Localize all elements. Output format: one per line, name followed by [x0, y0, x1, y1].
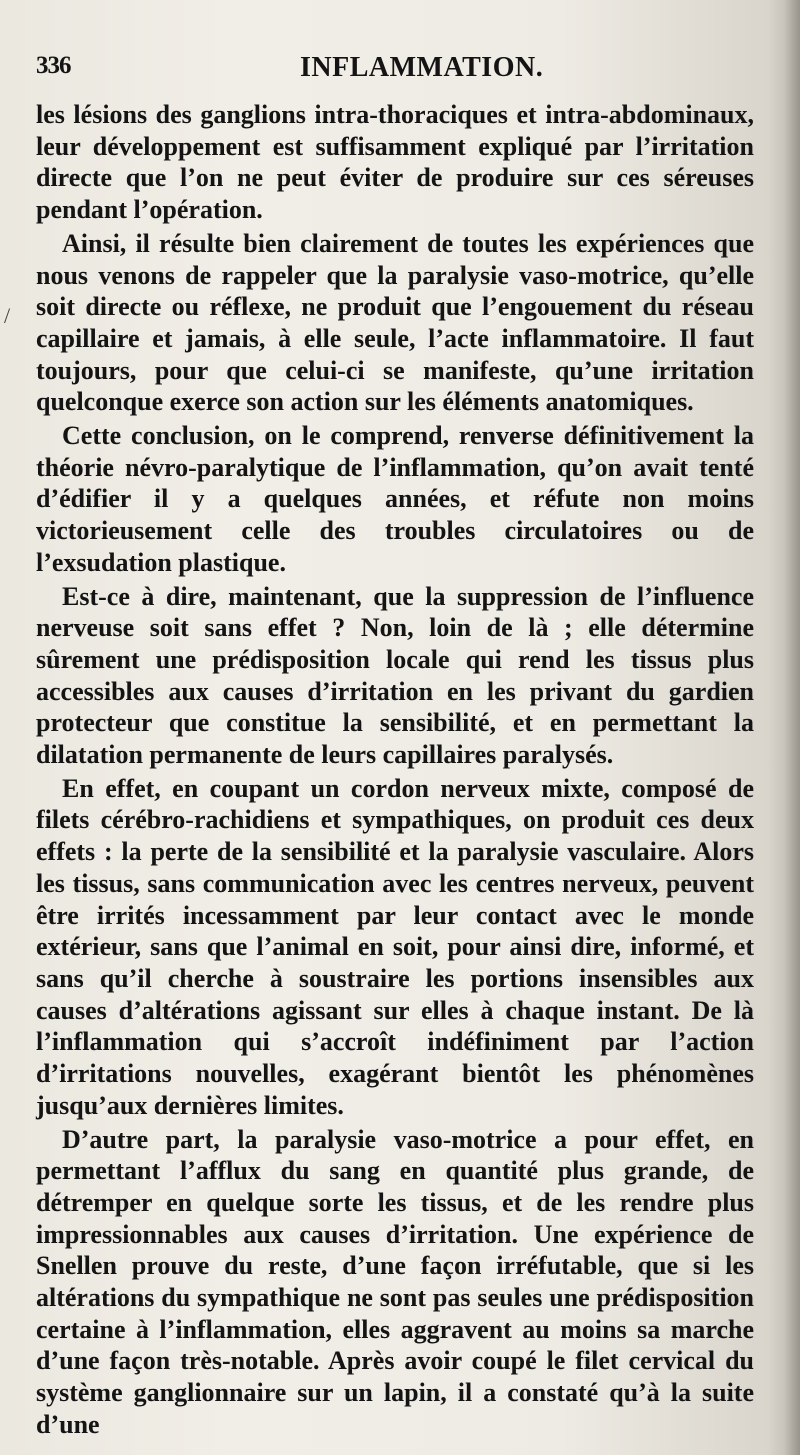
paragraph-1: les lésions des ganglions intra-thoraciques et intra-abdominaux, leur développement est suffisamment expliqué par l’irritation directe que l’on ne peut éviter de produire sur ces séreuses pendant l’opération.	[36, 100, 754, 225]
margin-pencil-mark: /	[4, 303, 11, 328]
page-header	[36, 52, 748, 86]
paragraph-6: D’autre part, la paralysie vaso-motrice a pour effet, en permettant l’afflux du sang en quantité plus grande, de détremper en quelque sorte les tissus, et de les rendre plus impressionnables aux causes d’irritation. Une expérience de Snellen prouve du reste, d’une façon irréfutable, que si les altérations du sympathique ne sont pas seules une prédisposition certaine à l’inflammation, elles aggravent au moins sa marche d’une façon très-notable. Après avoir coupé le filet cervical du système ganglionnaire sur un lapin, il a constaté qu’à la suite d’une	[36, 1124, 754, 1439]
paragraph-5: En effet, en coupant un cordon nerveux mixte, composé de filets cérébro-rachidiens et sympathiques, on produit ces deux effets : la perte de la sensibilité et la paralysie vasculaire. Alors les tissus, sans communication avec les centres nerveux, peuvent être irrités incessamment par leur contact avec le monde extérieur, sans que l’animal en soit, pour ainsi dire, informé, et sans qu’il cherche à soustraire les portions insensibles aux causes d’altérations agissant sur elles à chaque instant. De là l’inflammation qui s’accroît indéfiniment par l’action d’irritations nouvelles, exagérant bientôt les phénomènes jusqu’aux dernières limites.	[36, 773, 754, 1120]
body-text	[36, 99, 754, 1441]
running-title: INFLAMMATION.	[300, 52, 544, 83]
page-number: 336	[36, 52, 71, 79]
page-edge-shadow	[784, 0, 800, 1455]
paragraph-3: Cette conclusion, on le comprend, renverse définitivement la théorie névro-paralytique de l’inflammation, qu’on avait tenté d’édifier il y a quelques années, et réfute non moins victorieusement celle des troubles circulatoires ou de l’exsudation plastique.	[36, 421, 754, 577]
paragraph-2: Ainsi, il résulte bien clairement de toutes les expériences que nous venons de rappeler que la paralysie vaso-motrice, qu’elle soit directe ou réflexe, ne produit que l’engouement du réseau capillaire et jamais, à elle seule, l’acte inflammatoire. Il faut toujours, pour que celui-ci se manifeste, qu’une irritation quelconque exerce son action sur les éléments anatomiques.	[36, 228, 754, 417]
paragraph-4: Est-ce à dire, maintenant, que la suppression de l’influence nerveuse soit sans effet ? Non, loin de là ; elle détermine sûrement une prédisposition locale qui rend les tissus plus accessibles aux causes d’irritation en les privant du gardien protecteur que constitue la sensibilité, et en permettant la dilatation permanente de leurs capillaires paralysés.	[36, 581, 754, 770]
